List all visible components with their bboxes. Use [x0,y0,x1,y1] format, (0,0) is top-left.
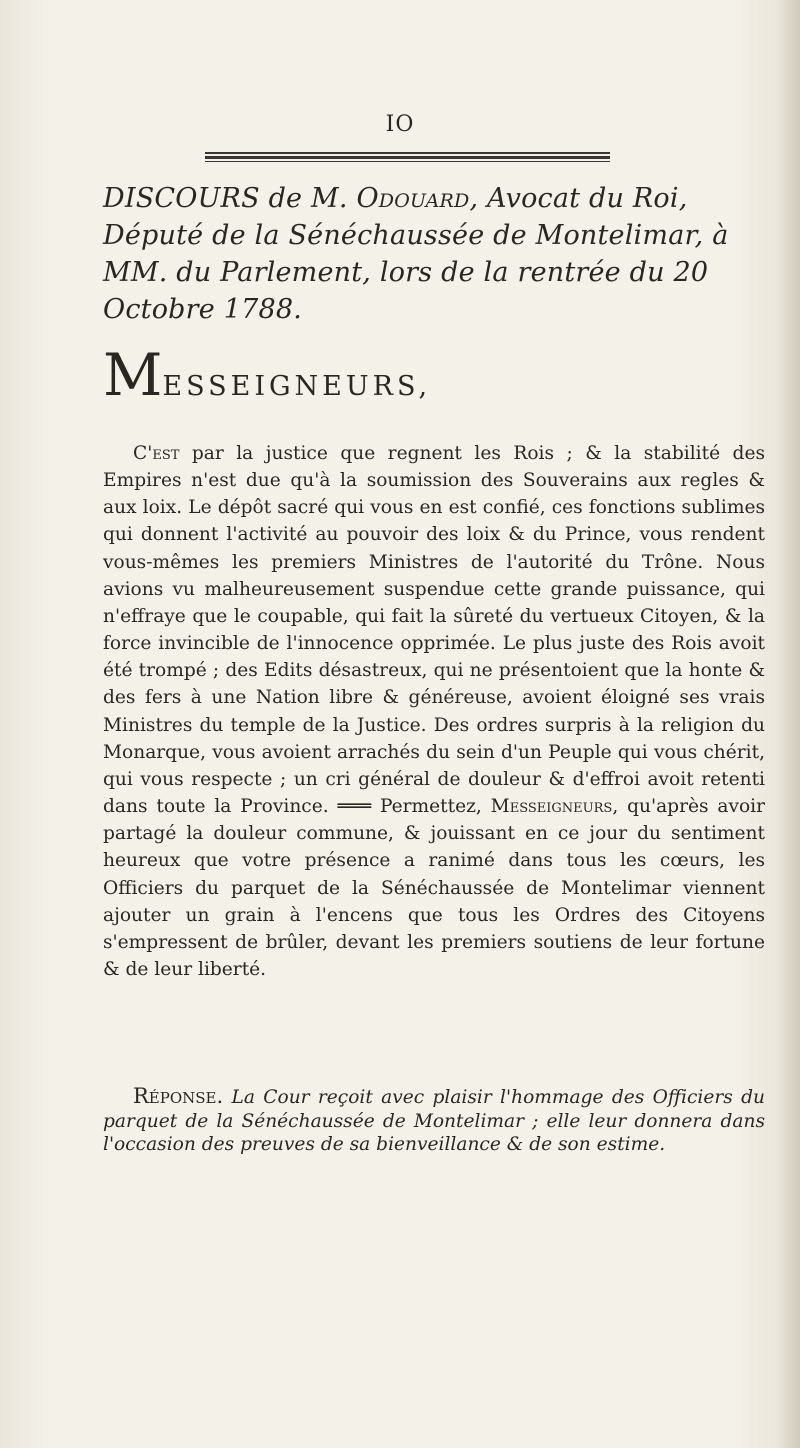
discourse-title [103,180,753,328]
salutation-rest: ESSEIGNEURS, [162,371,432,402]
body-lead: C'est [133,443,180,464]
court-response [103,1085,765,1157]
response-lead: Réponse. [133,1084,224,1108]
title-part-1: DISCOURS de M. [103,183,357,214]
page-edge-shadow [776,0,800,1448]
salutation-initial: M [103,341,163,409]
title-author-name: Odouard [356,183,470,214]
body-paragraph-end: , qu'après avoir partagé la douleur commune, & jouissant en ce jour du sentiment heureux que votre présence a ranimé dans tous les cœurs, les Officiers du parquet de la Sénéchaussée de Montelimar viennent ajouter un grain à l'encens que tous les Ordres des Citoyens s'empressent de brûler, devant les premiers soutiens de leur fortune & de leur liberté. [103,796,765,980]
response-text: La Cour reçoit avec plaisir l'hommage des Officiers du parquet de la Sénéchaussée de Montelimar ; elle leur donnera dans l'occasion des preuves de sa bienveillance & de son estime. [103,1087,765,1156]
salutation [103,341,723,417]
discourse-body [103,440,765,983]
body-paragraph: par la justice que regnent les Rois ; & la stabilité des Empires n'est due qu'à la soumission des Souverains aux regles & aux loix. Le dépôt sacré qui vous en est confié, ces fonctions sublimes qui donnent l'activité au pouvoir des loix & du Prince, vous rendent vous-mêmes les premiers Ministres de l'autorité du Trône. Nous avions vu malheureusement suspendue cette grande puissance, qui n'effraye que le coupable, qui fait la sûreté du vertueux Citoyen, & la force invincible de l'innocence opprimée. Le plus juste des Rois avoit été trompé ; des Edits désastreux, qui ne présentoient que la honte & des fers à une Nation libre & généreuse, avoient éloigné ses vrais Ministres du temple de la Justice. Des ordres surpris à la religion du Monarque, vous avoient arrachés du sein d'un Peuple qui vous chérit, qui vous respecte ; un cri général de douleur & d'effroi avoit retenti dans toute la Province. ═══ Permettez, [103,443,765,818]
title-part-2: , Avocat du Roi, Député de la Sénéchaussée de Montelimar, à MM. du Parlement, lors de la rentrée du 20 Octobre 1788. [103,183,729,325]
page-number: IO [385,112,415,137]
ornamental-rule [205,152,610,164]
body-messeigneurs: Messeigneurs [490,796,613,818]
